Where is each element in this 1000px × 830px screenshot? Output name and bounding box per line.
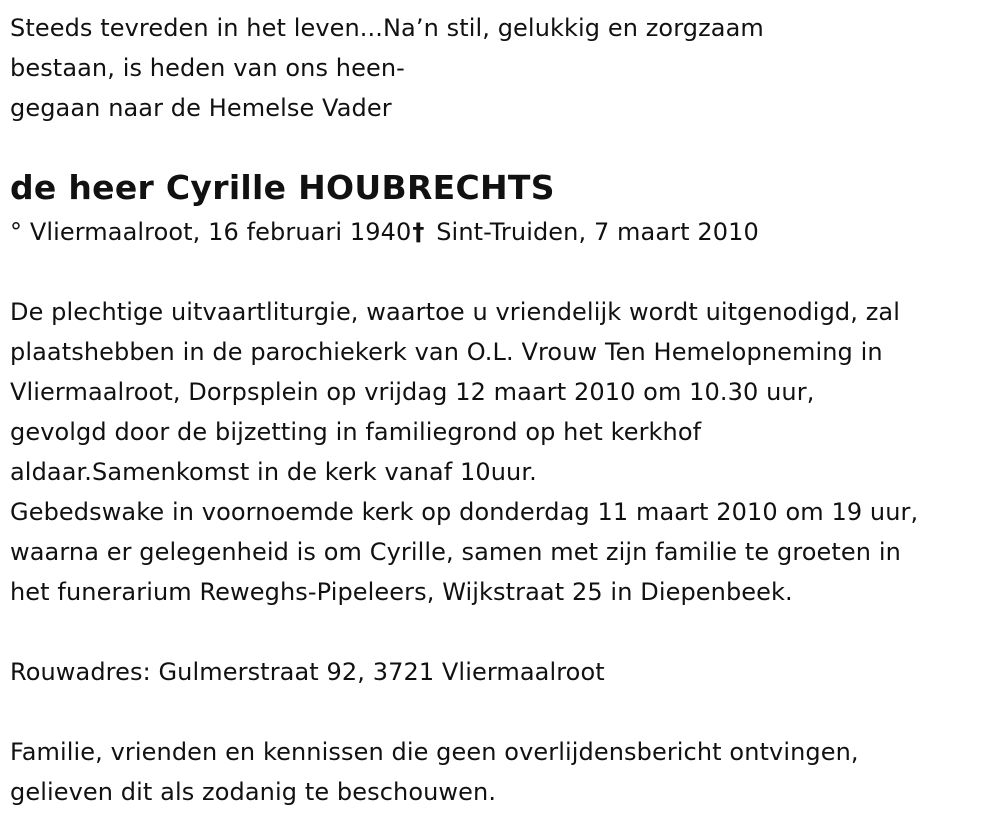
closing-note [10, 732, 990, 812]
funeral-line: plaatshebben in de parochiekerk van O.L. Vrouw Ten Hemelopneming in [10, 338, 883, 366]
funeral-paragraph [10, 292, 990, 492]
life-dates [10, 212, 990, 252]
mourning-address: Rouwadres: Gulmerstraat 92, 3721 Vliermaalroot [10, 658, 605, 686]
wake-line: waarna er gelegenheid is om Cyrille, samen met zijn familie te groeten in [10, 538, 901, 566]
closing-line: gelieven dit als zodanig te beschouwen. [10, 778, 497, 806]
wake-line: Gebedswake in voornoemde kerk op donderdag 11 maart 2010 om 19 uur, [10, 498, 919, 526]
intro-line: bestaan, is heden van ons heen- [10, 54, 405, 82]
funeral-line: De plechtige uitvaartliturgie, waartoe u vriendelijk wordt uitgenodigd, zal [10, 298, 900, 326]
funeral-line: aldaar.Samenkomst in de kerk vanaf 10uur. [10, 458, 537, 486]
intro-line: gegaan naar de Hemelse Vader [10, 94, 392, 122]
deceased-name: de heer Cyrille HOUBRECHTS [10, 168, 555, 207]
funeral-line: Vliermaalroot, Dorpsplein op vrijdag 12 maart 2010 om 10.30 uur, [10, 378, 815, 406]
wake-line: het funerarium Reweghs-Pipeleers, Wijkstraat 25 in Diepenbeek. [10, 578, 793, 606]
intro-line: Steeds tevreden in het leven...Na’n stil, gelukkig en zorgzaam [10, 14, 764, 42]
cross-icon: † [412, 218, 425, 246]
wake-paragraph [10, 492, 990, 612]
funeral-line: gevolgd door de bijzetting in familiegrond op het kerkhof [10, 418, 702, 446]
intro-verse [10, 8, 990, 128]
closing-line: Familie, vrienden en kennissen die geen overlijdensbericht ontvingen, [10, 738, 859, 766]
birth-info: ° Vliermaalroot, 16 februari 1940 [10, 218, 412, 246]
death-info: Sint-Truiden, 7 maart 2010 [428, 218, 759, 246]
